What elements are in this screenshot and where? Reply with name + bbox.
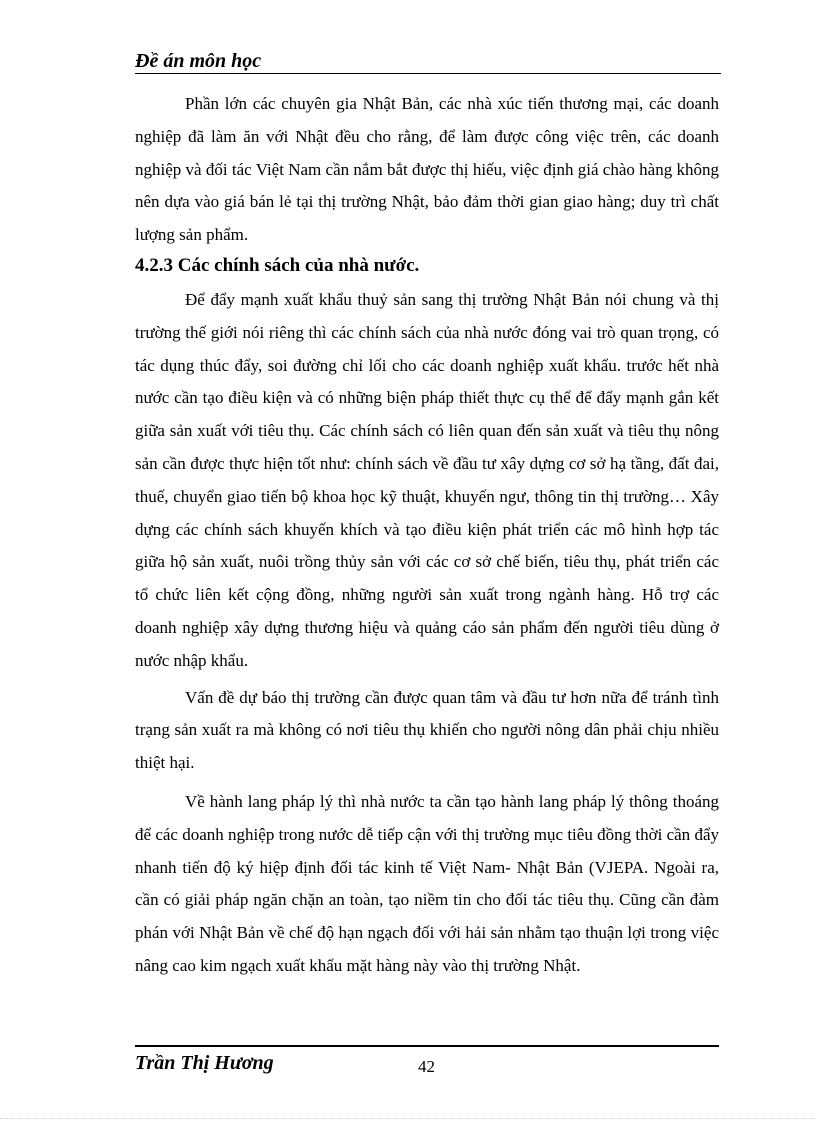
paragraph-experts-opinion: Phần lớn các chuyên gia Nhật Bản, các nhà xúc tiến thương mại, các doanh nghiệp đã làm ăn với Nhật đều cho rằng, để làm được công việc trên, các doanh nghiệp và đối tác Việt Nam cần nắm bắt được thị hiếu, việc định giá chào hàng không nên dựa vào giá bán lẻ tại thị trường Nhật, bảo đảm thời gian giao hàng; duy trì chất lượng sản phẩm. [135,94,719,245]
paragraph-legal-framework: Về hành lang pháp lý thì nhà nước ta cần tạo hành lang pháp lý thông thoáng để các doanh nghiệp trong nước dễ tiếp cận với thị trường mục tiêu đồng thời cần đẩy nhanh tiến độ ký hiệp định đối tác kinh tế Việt Nam- Nhật Bản (VJEPA. Ngoài ra, cần có giải pháp ngăn chặn an toàn, tạo niềm tin cho đối tác tiêu thụ. Cũng cần đàm phán với Nhật Bản về chế độ hạn ngạch đối với hải sản nhằm tạo thuận lợi trong việc nâng cao kim ngạch xuất khẩu mặt hàng này vào thị trường Nhật. [135,791,719,975]
section-heading: 4.2.3 Các chính sách của nhà nước. [135,254,420,276]
page-edge-divider [0,1118,816,1119]
paragraph-market-forecast: Vấn đề dự báo thị trường cần được quan tâm và đầu tư hơn nữa để tránh tình trạng sản xuất ra mà không có nơi tiêu thụ khiến cho người nông dân phải chịu nhiều thiệt hại. [135,687,719,773]
paragraph-state-policies: Để đẩy mạnh xuất khẩu thuỷ sản sang thị trường Nhật Bản nói chung và thị trường thế giới nói riêng thì các chính sách của nhà nước đóng vai trò quan trọng, có tác dụng thúc đẩy, soi đường chỉ lối cho các doanh nghiệp xuất khẩu. trước hết nhà nước cần tạo điều kiện và có những biện pháp thiết thực cụ thể để đẩy mạnh gắn kết giữa sản xuất với tiêu thụ. Các chính sách có liên quan đến sản xuất và tiêu thụ nông sản cần được thực hiện tốt như: chính sách về đầu tư xây dựng cơ sở hạ tầng, đất đai, thuế, chuyển giao tiến bộ khoa học kỹ thuật, khuyến ngư, thông tin thị trường… Xây dựng các chính sách khuyến khích và tạo điều kiện phát triển các mô hình hợp tác giữa hộ sản xuất, nuôi trồng thủy sản với các cơ sở chế biến, tiêu thụ, phát triển các tổ chức liên kết cộng đồng, những người sản xuất trong ngành hàng. Hỗ trợ các doanh nghiệp xây dựng thương hiệu và quảng cáo sản phẩm đến người tiêu dùng ở nước nhập khẩu. [135,289,719,670]
header-title: Đề án môn học [135,50,262,72]
footer-author: Trần Thị Hương [135,1052,274,1074]
header-divider [135,73,721,74]
document-body [135,88,719,983]
page-number: 42 [418,1057,435,1076]
footer-divider [135,1045,719,1047]
